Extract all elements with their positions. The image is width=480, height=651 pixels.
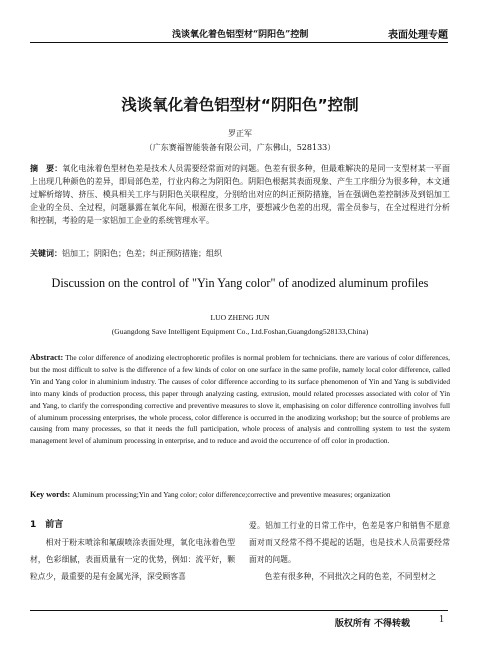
abstract-cn-text: 氧化电泳着色型材色差是技术人员需要经常面对的问题。色差有很多种，但最难解决的是同一支型材某一平面上出现几种颜色的差异，即局部色差，行业内称之为阴阳色。阴阳色根据其表面现象、产生工序细分为很多种，本文通过解析熔铸、挤压、模具相关工序与阴阳色关联程度，分别给出对应的纠正预防措施，旨在强调色差控制涉及到铝加工企业的全员、全过程，问题暴露在氧化车间，根源在很多工序，要想减少色差的出现，需全员参与，在全过程进行分析和控制，考验的是一家铝加工企业的系统管理水平。 <box>30 164 451 226</box>
author-cn: 罗正军 <box>228 129 252 138</box>
keywords-en <box>30 490 450 499</box>
running-header-title: 浅谈氧化着色铝型材“阴阳色”控制 <box>172 30 309 40</box>
abstract-cn-label: 摘 要： <box>30 164 63 173</box>
copyright-notice: 版权所有 不得转载 <box>334 619 410 629</box>
keywords-cn-label: 关键词： <box>30 249 62 258</box>
article-title-en: Discussion on the control of "Yin Yang color" of anodized aluminum profiles <box>51 276 429 290</box>
abstract-en <box>30 352 450 447</box>
body-paragraph: 色差有很多种，不同批次之间的色差，不同型材之 <box>264 572 437 581</box>
keywords-cn-text: 铝加工；阴阳色；色差；纠正预防措施；组织 <box>62 249 222 258</box>
running-header-section: 表面处理专题 <box>388 30 448 41</box>
author-en: LUO ZHENG JUN <box>210 313 270 322</box>
header-rule <box>30 42 448 43</box>
footer-rule <box>30 610 448 611</box>
section-heading: 1 前言 <box>30 520 64 530</box>
body-column-left <box>30 517 235 585</box>
keywords-cn <box>30 248 450 259</box>
body-paragraph: 相对于粉末喷涂和氟碳喷涂表面处理，氧化电泳着色型材，色彩细腻，表面质量有一定的优势，例如：流平好，颗粒点少，最重要的是有金属光泽，深受顾客喜 <box>30 538 235 581</box>
affiliation-en: (Guangdong Save Intelligent Equipment Co., Ltd.Foshan,Guangdong528133,China) <box>111 327 369 336</box>
article-title-cn: 浅谈氧化着色铝型材“阴阳色”控制 <box>121 96 359 114</box>
body-column-right <box>249 517 450 585</box>
body-paragraph: 爱。铝加工行业的日常工作中，色差是客户和销售不愿意面对而又经常不得不提起的话题，也是技术人员需要经常面对的问题。 <box>249 521 450 564</box>
affiliation-cn: （广东赛福智能装备有限公司，广东佛山，528133） <box>144 143 336 152</box>
abstract-cn <box>30 162 450 227</box>
abstract-en-label: Abstract: <box>30 353 64 362</box>
keywords-en-label: Key words: <box>30 490 71 499</box>
abstract-en-text: The color difference of anodizing electrophoretic profiles is normal problem for technicians. there are various of color differences, but the most difficult to solve is the difference of a few kinds of color on one surface in the same profile, namely local color difference, called Yin and Yang color in aluminium industry. The causes of color difference according to its surface phenomenon of Yin and Yang is subdivided into many kinds of production process, this paper through analyzing casting, extrusion, mould related processes associated with color of Yin and Yang, to clarify the corresponding corrective and preventive measures to slove it, emphasising on color difference controlling involves full of aluminum processing enterprises, the whole process, color difference is occurred in the anodizing workshop; but the source of problems are causing from many processes, so that it needs the full participation, whole process of analysis and controlling system to test the system management level of aluminum processing in enterprise, and to reduce and avoid the occurrence of off color in production. <box>30 353 450 446</box>
keywords-en-text: Aluminum processing;Yin and Yang color; color difference;corrective and preventive measures; organization <box>72 490 391 499</box>
page-number: 1 <box>439 614 444 625</box>
